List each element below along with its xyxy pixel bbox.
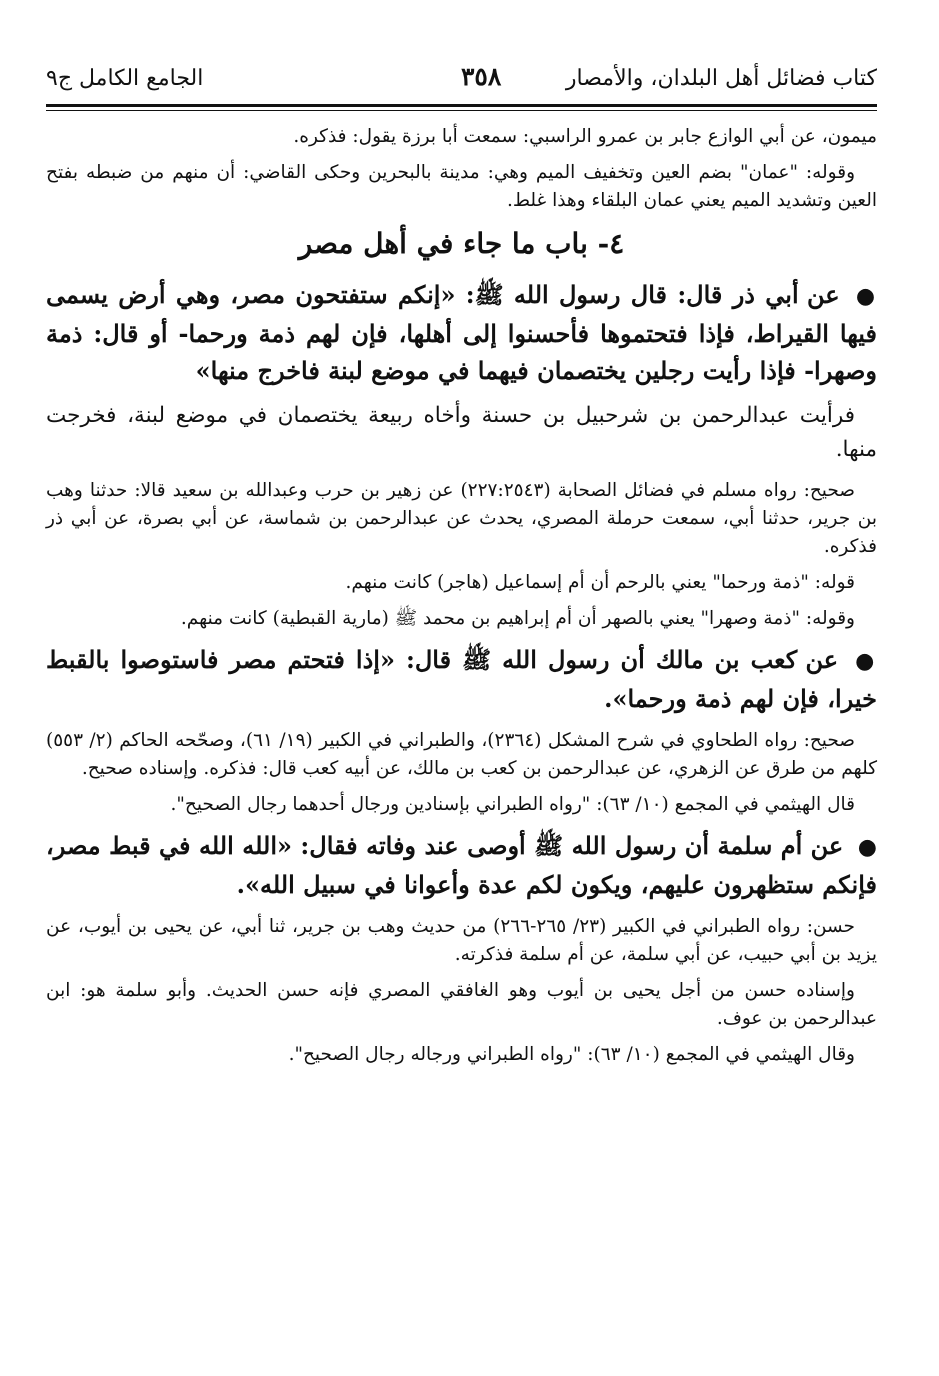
hadith-3-note-1: وإسناده حسن من أجل يحيى بن أيوب وهو الغافقي المصري فإنه حسن الحديث. وأبو سلمة هو: ابن عبدالرحمن بن عوف. <box>46 980 877 1029</box>
hadith-3-source: حسن: رواه الطبراني في الكبير (٢٣/ ٢٦٥-٢٦٦) من حديث وهب بن جرير، ثنا أبي، عن يحيى بن أيوب، عن يزيد بن أبي حبيب، عن أبي سلمة، عن أم سلمة فذكرته. <box>46 916 877 965</box>
hadith-1-source: صحيح: رواه مسلم في فضائل الصحابة (٢٢٧:٢٥٤٣) عن زهير بن حرب وعبدالله بن سعيد قالا: حدثنا وهب بن جرير، حدثنا أبي، سمعت حرملة المصري، يحدث عن عبدالرحمن بن شماسة، عن أبي بصرة، عن أبي ذر فذكره. <box>46 480 877 557</box>
hadith-text <box>46 641 877 717</box>
hadith-1-note-2: وقوله: "ذمة وصهرا" يعني بالصهر أن أم إبراهيم بن محمد ﷺ (مارية القبطية) كانت منهم. <box>180 608 855 629</box>
hadith-2-text: عن كعب بن مالك أن رسول الله ﷺ قال: «إذا فتحتم مصر فاستوصوا بالقبط خيرا، فإن لهم ذمة ورحما». <box>46 645 877 713</box>
hadith-1-text: عن أبي ذر قال: قال رسول الله ﷺ: «إنكم ستفتحون مصر، وهي أرض يسمى فيها القيراط، فإذا فتحتموها فأحسنوا إلى أهلها، فإن لهم ذمة ورحما- أو قال: ذمة وصهرا- فإذا رأيت رجلين يختصمان فيهما في موضع لبنة فاخرج منها» <box>46 280 877 385</box>
hadith-1-note-1: قوله: "ذمة ورحما" يعني بالرحم أن أم إسماعيل (هاجر) كانت منهم. <box>345 572 855 593</box>
hadith-text <box>46 276 877 389</box>
hadith-3-note-2: وقال الهيثمي في المجمع (١٠/ ٦٣): "رواه الطبراني ورجاله رجال الصحيح". <box>288 1044 855 1065</box>
header-book-title: كتاب فضائل أهل البلدان، والأمصار <box>565 66 877 91</box>
bullet-icon: ● <box>857 834 877 860</box>
continuation-note: ميمون، عن أبي الوازع جابر بن عمرو الراسبي: سمعت أبا برزة يقول: فذكره. <box>293 126 877 147</box>
bullet-icon: ● <box>855 648 878 674</box>
hadith-1-continuation: فرأيت عبدالرحمن بن شرحبيل بن حسنة وأخاه ربيعة يختصمان في موضع لبنة، فخرجت منها. <box>46 403 877 462</box>
chapter-title: ٤- باب ما جاء في أهل مصر <box>298 227 625 260</box>
hadith-3-text: عن أم سلمة أن رسول الله ﷺ أوصى عند وفاته فقال: «الله الله في قبط مصر، فإنكم ستظهرون عليهم، ويكون لكم عدة وأعوانا في سبيل الله». <box>46 831 877 899</box>
hadith-text <box>46 827 877 903</box>
header-volume: الجامع الكامل ج٩ <box>46 66 204 91</box>
running-header <box>46 60 877 104</box>
explanation-note: وقوله: "عمان" بضم العين وتخفيف الميم وهي: مدينة بالبحرين وحكى القاضي: أن منهم من ضبطه بفتح العين وتشديد الميم يعني عمان البلقاء وهذا غلط. <box>46 162 877 211</box>
bullet-icon: ● <box>855 283 877 309</box>
header-rule-thick <box>46 104 877 107</box>
header-rule-thin <box>46 110 877 111</box>
page-number: ٣٥٨ <box>461 62 502 91</box>
hadith-2-note-1: قال الهيثمي في المجمع (١٠/ ٦٣): "رواه الطبراني بإسنادين ورجال أحدهما رجال الصحيح". <box>170 794 855 815</box>
hadith-2-source: صحيح: رواه الطحاوي في شرح المشكل (٢٣٦٤)، والطبراني في الكبير (١٩/ ٦١)، وصحّحه الحاكم (٢/ ٥٥٣) كلهم من طرق عن الزهري، عن عبدالرحمن بن كعب بن مالك، عن أبيه كعب قال: فذكره. وإسناده صحيح. <box>46 730 877 779</box>
